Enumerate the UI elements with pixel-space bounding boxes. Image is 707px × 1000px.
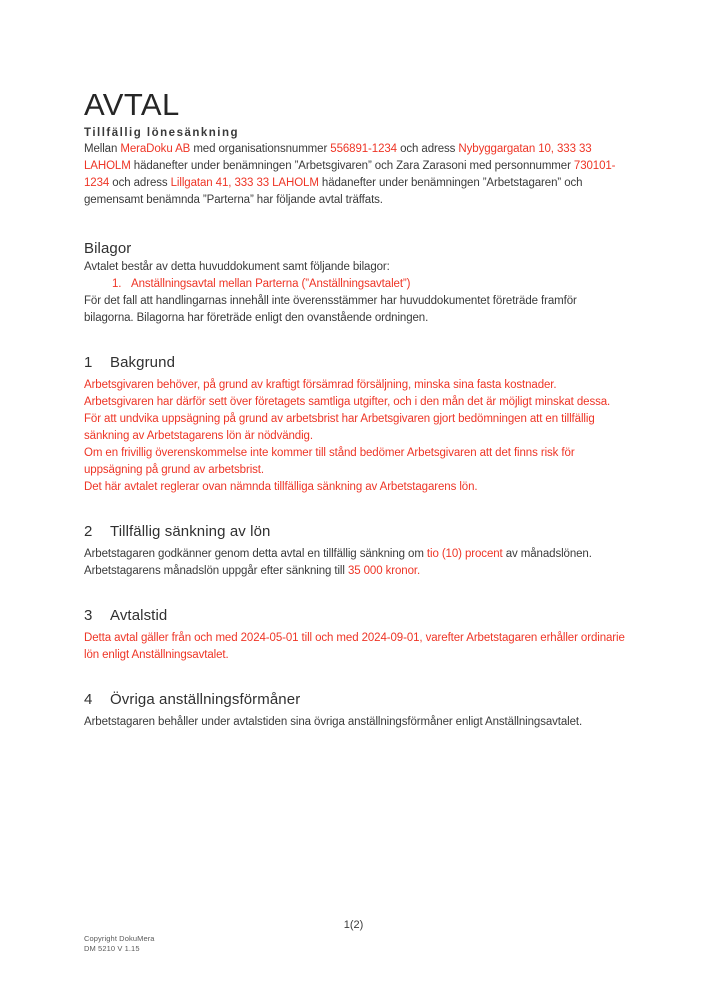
footer-doc-id: DM 5210 V 1.15	[84, 944, 140, 953]
page-subtitle: Tillfällig lönesänkning	[84, 127, 240, 139]
bilagor-heading: Bilagor	[84, 240, 132, 257]
section-1-paragraph: Om en frivillig överenskommelse inte kommer till stånd bedömer Arbetsgivaren att det finns risk för uppsägning på grund av arbetsbrist.	[84, 447, 575, 476]
section-3-heading	[84, 606, 625, 626]
page-number: 1(2)	[343, 919, 364, 931]
section-1-title: Bakgrund	[110, 354, 176, 371]
section-1-heading	[84, 353, 625, 373]
footer-copyright-block	[84, 934, 155, 954]
section-2-number: 2	[84, 523, 93, 540]
section-4-heading	[84, 690, 625, 710]
bilagor-list-item	[84, 276, 625, 293]
section-2-heading	[84, 522, 625, 542]
section-2-title: Tillfällig sänkning av lön	[110, 523, 271, 540]
bilagor-after-paragraph: För det fall att handlingarnas innehåll inte överensstämmer har huvuddokumentet företräde framför bilagorna. Bilagorna har företräde enligt den ovanstående ordningen.	[84, 295, 577, 324]
list-item-number: 1.	[112, 278, 122, 290]
section-1-paragraph: Arbetsgivaren behöver, på grund av kraftigt försämrad försäljning, minska sina fasta kostnader. Arbetsgivaren har därför sett över företagets samtliga utgifter, och i den mån det är möjligt minskat dessa. För att undvika uppsägning på grund av arbetsbrist har Arbetsgivaren gjort bedömningen att en tillfällig sänkning av Arbetstagarens lön är nödvändig.	[84, 379, 611, 442]
intro-paragraph: Mellan MeraDoku AB med organisationsnummer 556891-1234 och adress Nybyggargatan 10, 333 33 LAHOLM hädanefter under benämningen ”Arbetsgivaren” och Zara Zarasoni med personnummer 730101-1234 och adress Lillgatan 41, 333 33 LAHOLM hädanefter under benämningen ”Arbetstagaren” och gemensamt benämnda ”Parterna” har följande avtal träffats.	[84, 143, 616, 206]
list-item-text: Anställningsavtal mellan Parterna (”Anställningsavtalet”)	[131, 278, 411, 290]
section-1-number: 1	[84, 354, 93, 371]
footer-copyright: Copyright DokuMera	[84, 934, 155, 943]
section-4-title: Övriga anställningsförmåner	[110, 691, 301, 708]
section-3-paragraph: Detta avtal gäller från och med 2024-05-01 till och med 2024-09-01, varefter Arbetstagaren erhåller ordinarie lön enligt Anställningsavtalet.	[84, 632, 625, 661]
section-1-paragraph: Det här avtalet reglerar ovan nämnda tillfälliga sänkning av Arbetstagarens lön.	[84, 481, 478, 493]
page-title: AVTAL	[84, 87, 180, 122]
section-2-paragraph: Arbetstagaren godkänner genom detta avtal en tillfällig sänkning om tio (10) procent av månadslönen. Arbetstagarens månadslön uppgår efter sänkning till 35 000 kronor.	[84, 548, 592, 577]
section-4-number: 4	[84, 691, 93, 708]
section-3-number: 3	[84, 607, 93, 624]
section-3-title: Avtalstid	[110, 607, 168, 624]
section-4-paragraph: Arbetstagaren behåller under avtalstiden sina övriga anställningsförmåner enligt Anställningsavtalet.	[84, 716, 583, 728]
bilagor-lead: Avtalet består av detta huvuddokument samt följande bilagor:	[84, 261, 390, 273]
